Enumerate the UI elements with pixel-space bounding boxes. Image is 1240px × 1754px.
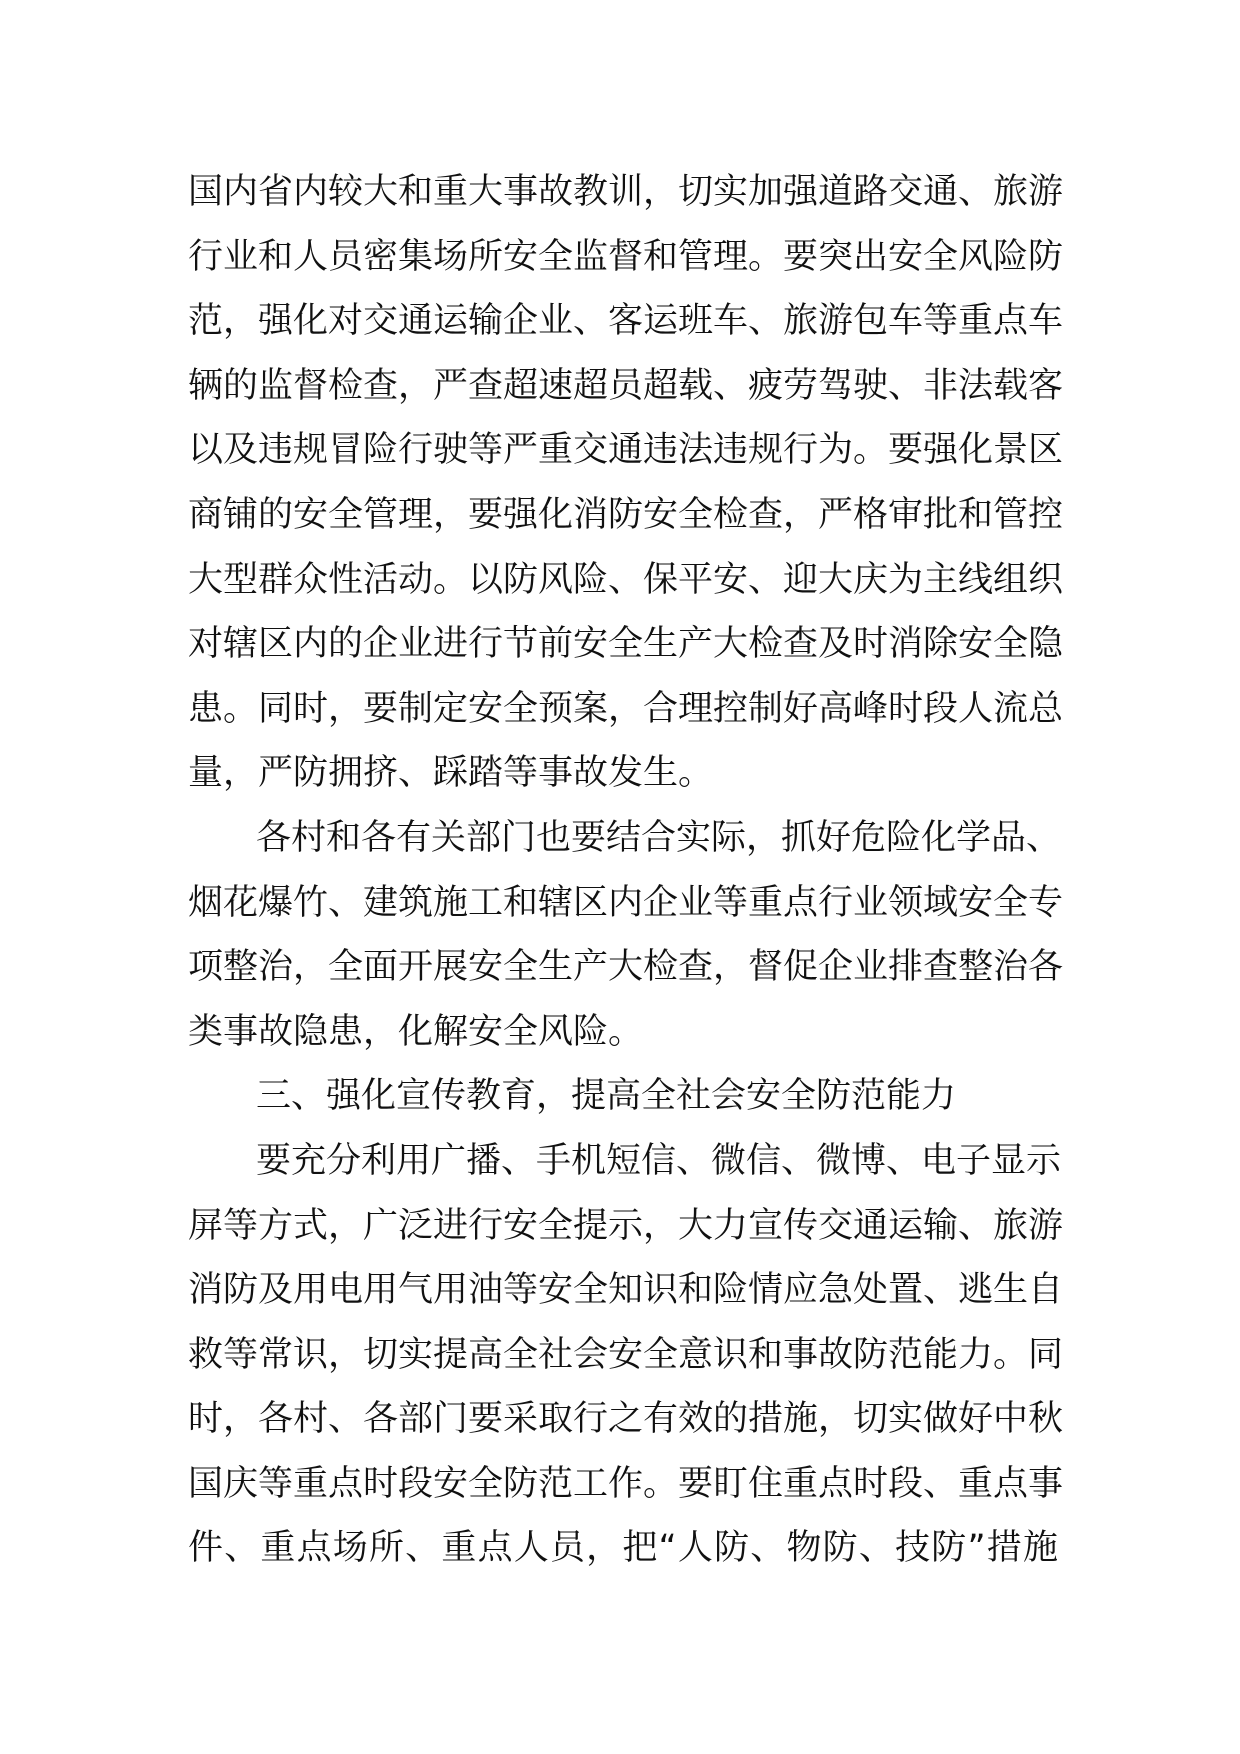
text-line: 量，严防拥挤、踩踏等事故发生。	[188, 753, 714, 794]
text-line: 患。同时，要制定安全预案，合理控制好高峰时段人流总	[188, 688, 1064, 729]
text-line: 项整治，全面开展安全生产大检查，督促企业排查整治各	[188, 947, 1064, 988]
text-line: 对辖区内的企业进行节前安全生产大检查及时消除安全隐	[188, 624, 1064, 665]
paragraph-first-line: 各村和各有关部门也要结合实际，抓好危险化学品、	[256, 817, 1062, 858]
text-line: 辆的监督检查，严查超速超员超载、疲劳驾驶、非法载客	[188, 365, 1064, 406]
text-line: 以及违规冒险行驶等严重交通违法违规行为。要强化景区	[188, 430, 1064, 471]
text-line: 大型群众性活动。以防风险、保平安、迎大庆为主线组织	[188, 559, 1064, 600]
text-line: 国庆等重点时段安全防范工作。要盯住重点时段、重点事	[188, 1463, 1064, 1504]
document-body	[188, 160, 1064, 1581]
text-line: 类事故隐患，化解安全风险。	[188, 1011, 644, 1052]
text-line: 件、重点场所、重点人员，把“人防、物防、技防”措施	[188, 1528, 1058, 1569]
text-line: 时，各村、各部门要采取行之有效的措施，切实做好中秋	[188, 1399, 1064, 1440]
text-line: 屏等方式，广泛进行安全提示，大力宣传交通运输、旅游	[188, 1205, 1064, 1246]
text-line: 范，强化对交通运输企业、客运班车、旅游包车等重点车	[188, 301, 1064, 342]
paragraph-first-line: 要充分利用广播、手机短信、微信、微博、电子显示	[256, 1140, 1062, 1181]
text-line: 国内省内较大和重大事故教训，切实加强道路交通、旅游	[188, 172, 1064, 212]
text-line: 救等常识，切实提高全社会安全意识和事故防范能力。同	[188, 1334, 1064, 1375]
section-heading: 三、强化宣传教育，提高全社会安全防范能力	[256, 1076, 957, 1117]
text-line: 烟花爆竹、建筑施工和辖区内企业等重点行业领域安全专	[188, 882, 1064, 923]
text-line: 消防及用电用气用油等安全知识和险情应急处置、逃生自	[188, 1270, 1064, 1311]
text-line: 商铺的安全管理，要强化消防安全检查，严格审批和管控	[188, 494, 1064, 535]
text-line: 行业和人员密集场所安全监督和管理。要突出安全风险防	[188, 236, 1064, 277]
